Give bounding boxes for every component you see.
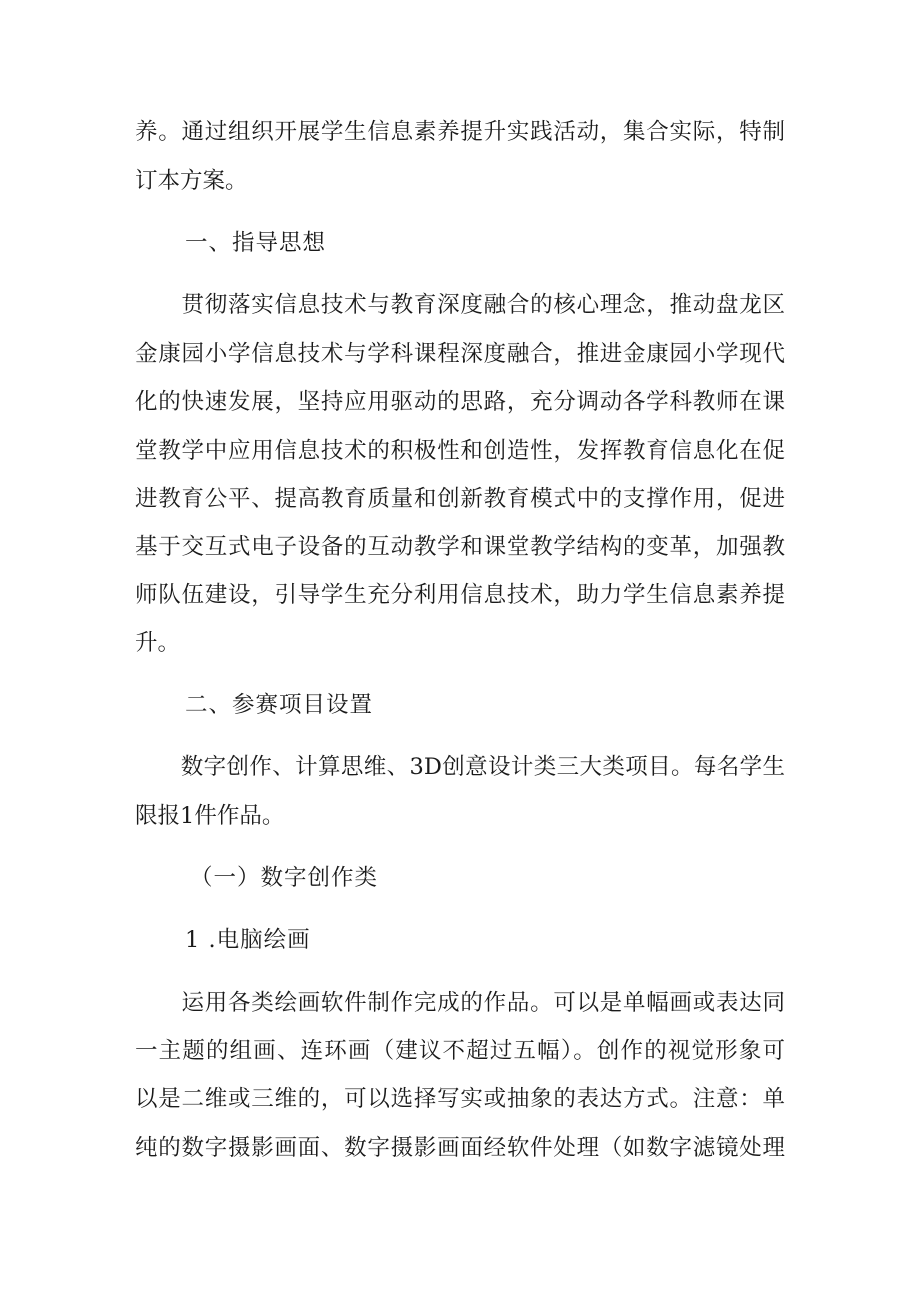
- paragraph-line: 进教育公平、提高教育质量和创新教育模式中的支撑作用，促进: [135, 486, 785, 512]
- paragraph-line: 堂教学中应用信息技术的积极性和创造性，发挥教育信息化在促: [135, 438, 785, 464]
- paragraph-line: 基于交互式电子设备的互动教学和课堂教学结构的变革，加强教: [135, 534, 785, 560]
- paragraph-line: 养。通过组织开展学生信息素养提升实践活动，集合实际，特制: [135, 119, 785, 145]
- paragraph-line: 纯的数字摄影画面、数字摄影画面经软件处理（如数字滤镜处理: [135, 1135, 785, 1161]
- paragraph-line: 一主题的组画、连环画（建议不超过五幅）。创作的视觉形象可: [135, 1038, 785, 1064]
- paragraph-line: 运用各类绘画软件制作完成的作品。可以是单幅画或表达同: [135, 990, 785, 1016]
- paragraph-line: 限报1件作品。: [135, 803, 285, 829]
- section-heading-guiding-ideology: 一、指导思想: [185, 230, 327, 256]
- paragraph-line: 化的快速发展，坚持应用驱动的思路，充分调动各学科教师在课: [135, 389, 785, 415]
- paragraph-line: 贯彻落实信息技术与教育深度融合的核心理念，推动盘龙区: [135, 292, 785, 318]
- section-heading-project-setup: 二、参赛项目设置: [185, 692, 374, 718]
- paragraph-line: 金康园小学信息技术与学科课程深度融合，推进金康园小学现代: [135, 341, 785, 367]
- paragraph-line: 升。: [135, 630, 181, 656]
- subsection-heading-digital-creation: （一）数字创作类: [190, 865, 379, 891]
- paragraph-line: 师队伍建设，引导学生充分利用信息技术，助力学生信息素养提: [135, 582, 785, 608]
- paragraph-line: 以是二维或三维的，可以选择写实或抽象的表达方式。注意：单: [135, 1086, 785, 1112]
- item-heading-computer-painting: 1 .电脑绘画: [185, 927, 311, 953]
- paragraph-line: 数字创作、计算思维、3D创意设计类三大类项目。每名学生: [135, 754, 785, 780]
- paragraph-line: 订本方案。: [135, 168, 248, 194]
